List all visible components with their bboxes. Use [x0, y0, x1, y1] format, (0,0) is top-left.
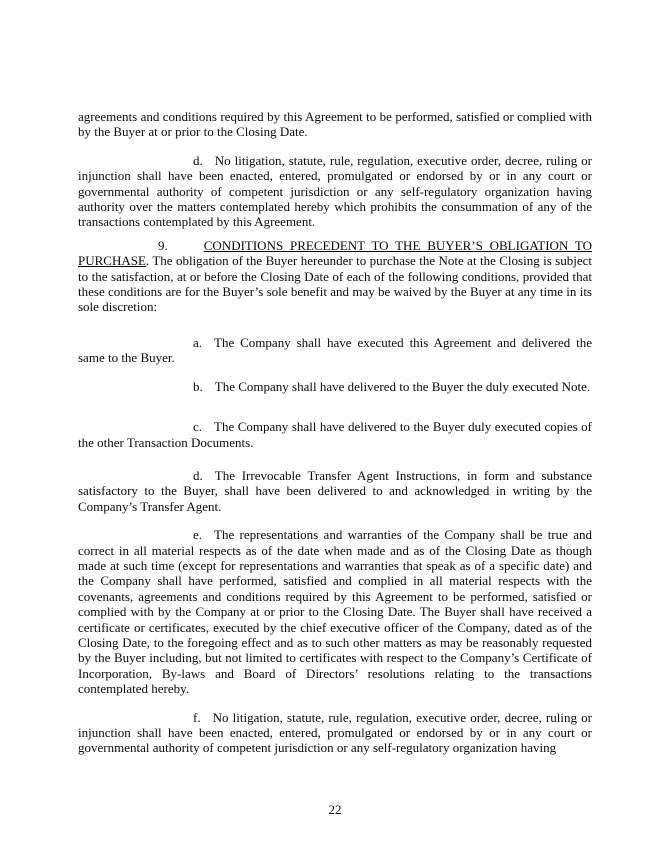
- clause-letter: c.: [193, 419, 203, 435]
- clause-text: No litigation, statute, rule, regulation, executive order, decree, ruling or injunction shall have been enacted, entered, promulgated or endorsed by or in any court or governmental authority of competent jurisdiction or any self-regulatory organization having authority over the matters contemplated hereby which prohibits the consummation of any of the transactions contemplated by this Agreement.: [78, 152, 592, 230]
- clause-text: The Company shall have delivered to the Buyer the duly executed Note.: [214, 378, 591, 394]
- clause-letter: d.: [193, 152, 203, 168]
- page-number: 22: [328, 801, 342, 817]
- paragraph-continuation: agreements and conditions required by this Agreement to be performed, satisfied or complied with by the Buyer at or prior to the Closing Date.: [78, 109, 592, 140]
- section-title: CONDITIONS PRECEDENT TO THE BUYER’S OBLIGATION TO PURCHASE: [78, 237, 592, 269]
- clause-text: No litigation, statute, rule, regulation, executive order, decree, ruling or injunction shall have been enacted, entered, promulgated or endorsed by or in any court or governmental authority of competent jurisdiction or any self-regulatory organization having: [78, 709, 592, 756]
- clause-text: The representations and warranties of the Company shall be true and correct in all material respects as of the date when made and as of the Closing Date as though made at such time (except for representations and warranties that speak as of a specific date) and the Company shall have performed, satisfied and complied in all material respects with the covenants, agreements and conditions required by this Agreement to be performed, satisfied or complied with by the Company at or prior to the Closing Date. The Buyer shall have received a certificate or certificates, executed by the chief executive officer of the Company, dated as of the Closing Date, to the foregoing effect and as to such other matters as may be reasonably requested by the Buyer including, but not limited to certificates with respect to the Company’s Certificate of Incorporation, By-laws and Board of Directors’ resolutions relating to the transactions contemplated hereby.: [78, 527, 592, 697]
- clause-d-first: [78, 153, 592, 230]
- document-body: [78, 109, 592, 756]
- section-number: 9.: [158, 237, 168, 253]
- clause-d-second: [78, 468, 592, 514]
- clause-f: [78, 710, 592, 756]
- clause-b: [78, 379, 592, 394]
- clause-text: The Irrevocable Transfer Agent Instructions, in form and substance satisfactory to the Buyer, shall have been delivered to and acknowledged in writing by the Company’s Transfer Agent.: [78, 467, 592, 514]
- section-9-heading-paragraph: [78, 238, 592, 315]
- clause-a: [78, 335, 592, 366]
- clause-letter: b.: [193, 378, 203, 394]
- clause-letter: d.: [193, 467, 203, 483]
- clause-e: [78, 527, 592, 696]
- clause-letter: f.: [193, 709, 201, 725]
- clause-text: The Company shall have delivered to the Buyer duly executed copies of the other Transaction Documents.: [78, 419, 592, 450]
- section-body-text: . The obligation of the Buyer hereunder to purchase the Note at the Closing is subject to the satisfaction, at or before the Closing Date of each of the following conditions, provided that these conditions are for the Buyer’s sole benefit and may be waived by the Buyer at any time in its sole discretion:: [78, 253, 592, 315]
- clause-letter: e.: [193, 527, 203, 543]
- clause-c: [78, 419, 592, 450]
- clause-text: The Company shall have executed this Agreement and delivered the same to the Buyer.: [78, 334, 592, 366]
- clause-letter: a.: [193, 334, 203, 350]
